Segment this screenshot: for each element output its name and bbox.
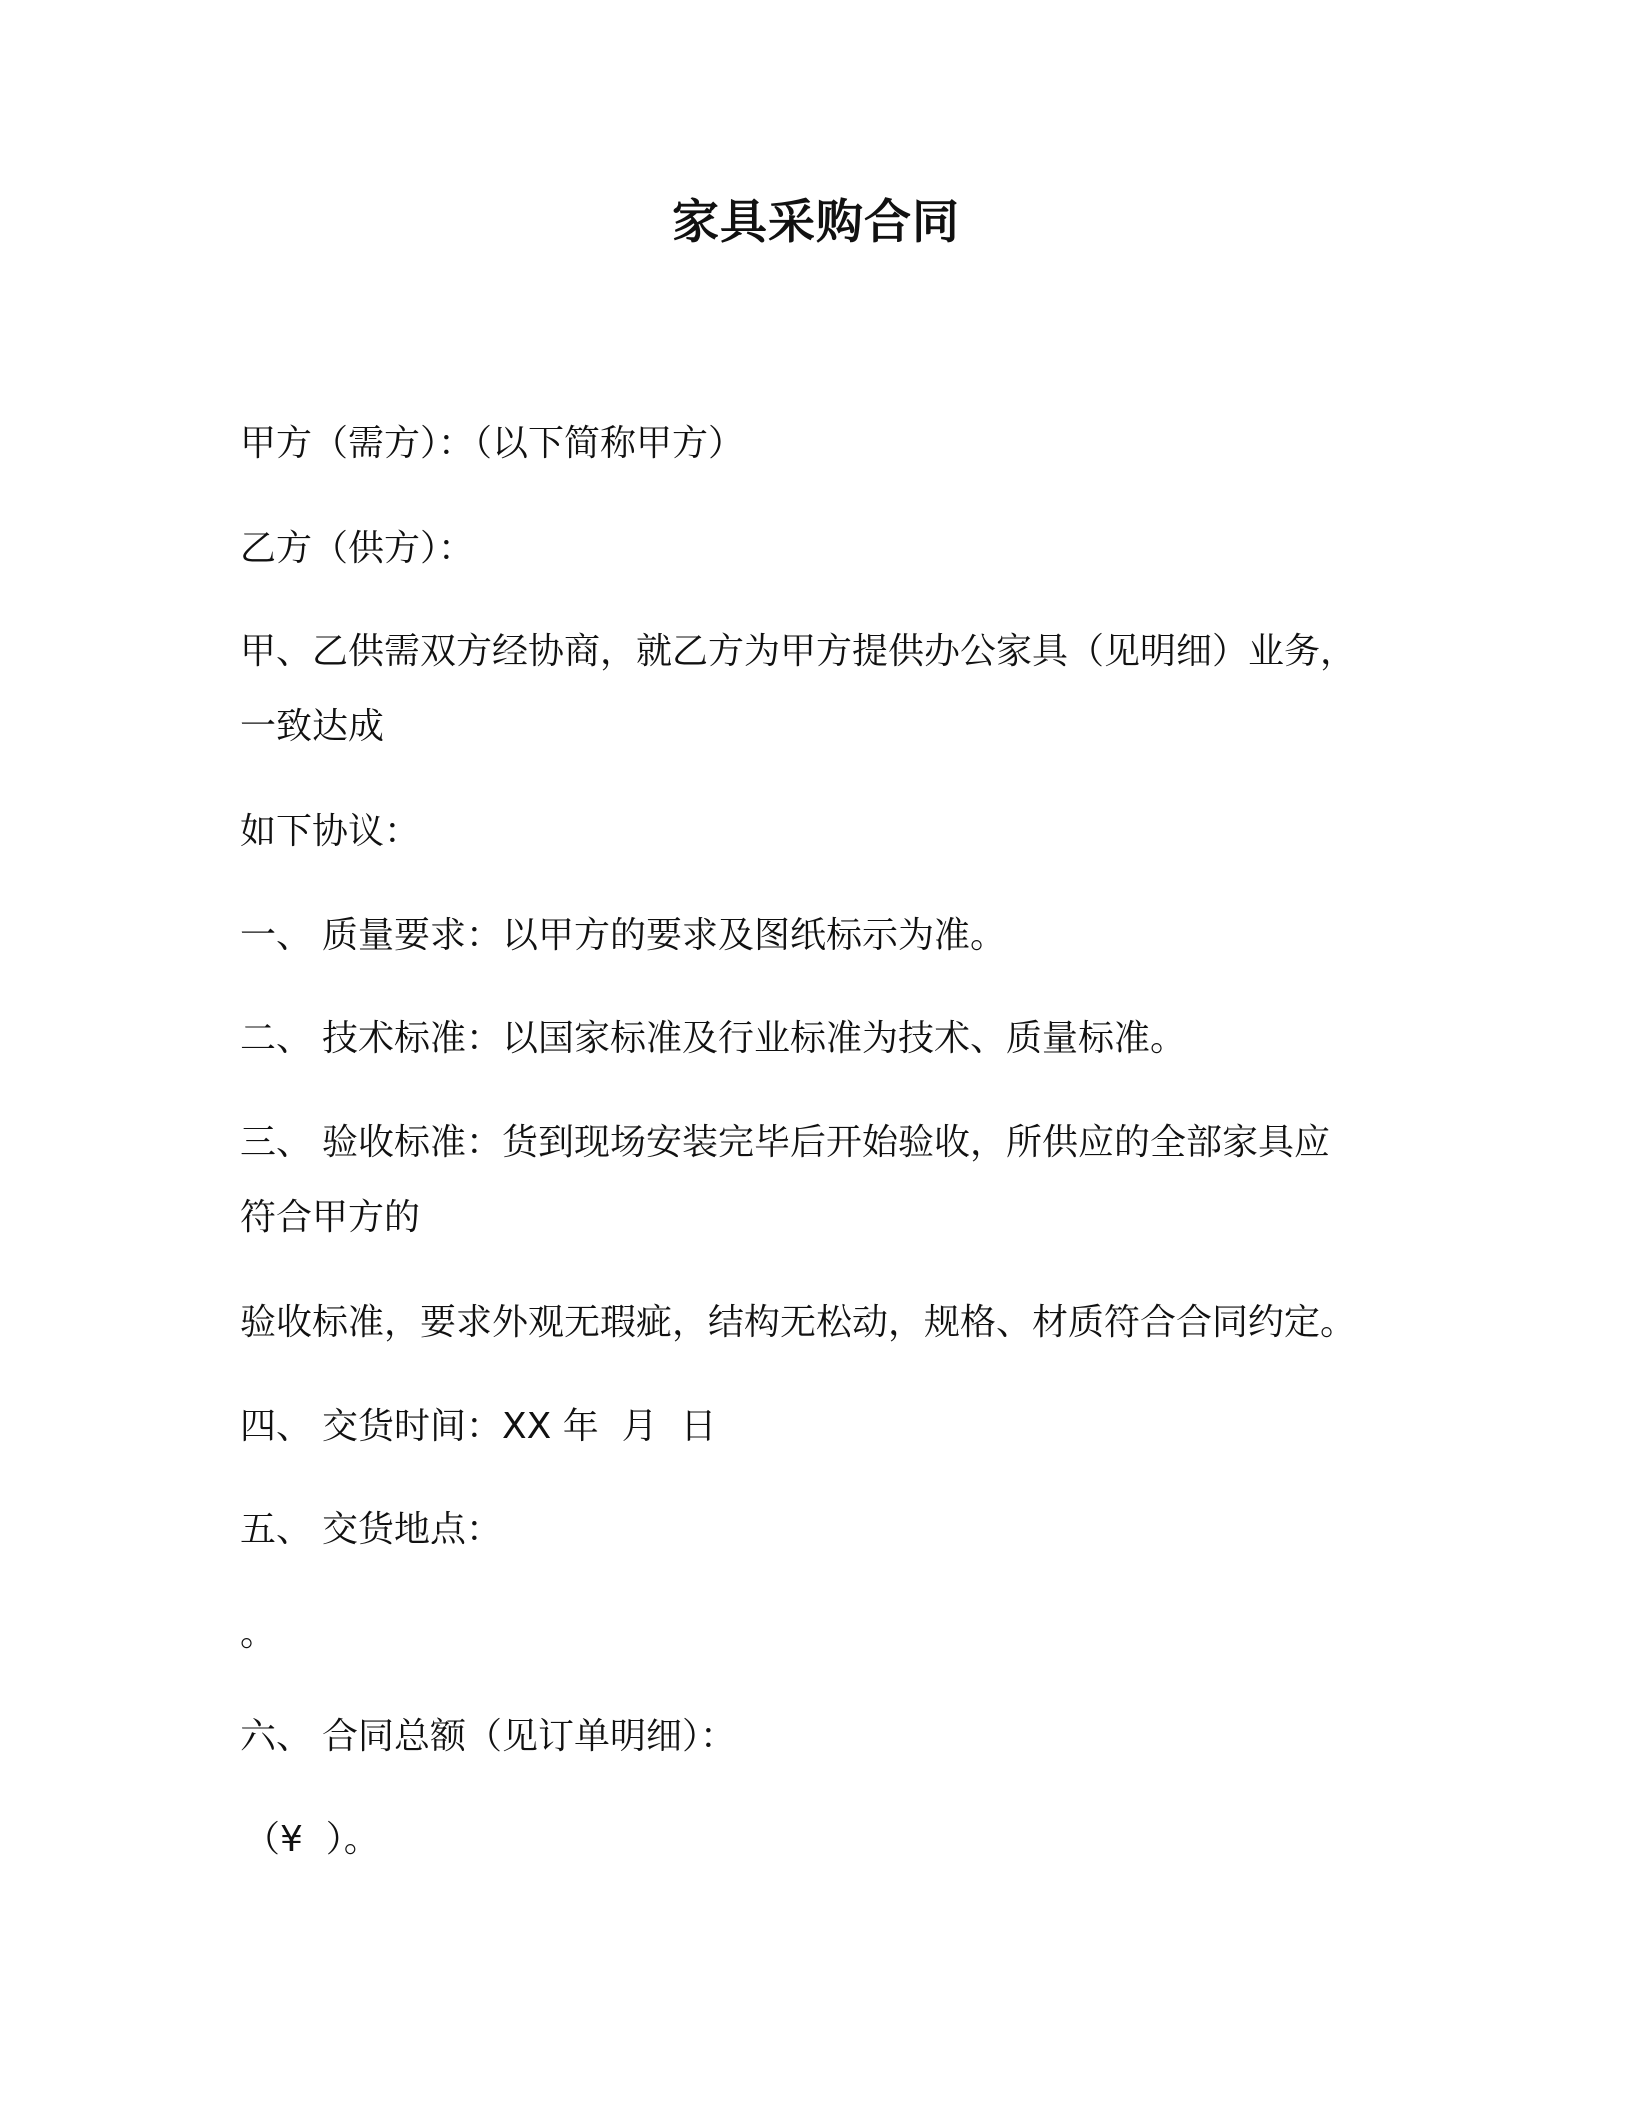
clause-5 xyxy=(240,1507,502,1553)
clause-number: 四、 xyxy=(240,1406,313,1447)
clause-text: 合同总额（见订单明细）： xyxy=(322,1716,737,1757)
intro-line-1: 甲、乙供需双方经协商，就乙方为甲方提供办公家具（见明细）业务， xyxy=(240,631,1357,672)
clause-3-continuation-1: 符合甲方的 xyxy=(240,1197,421,1238)
clause-number: 二、 xyxy=(240,1018,313,1059)
clause-6-continuation: （¥ ）。 xyxy=(244,1819,380,1860)
clause-number: 三、 xyxy=(240,1122,313,1163)
intro-line-2: 一致达成 xyxy=(240,706,385,747)
clause-number: 六、 xyxy=(240,1716,313,1757)
document-title: 家具采购合同 xyxy=(672,195,960,250)
clause-6 xyxy=(240,1714,736,1760)
clause-5-continuation: 。 xyxy=(240,1613,277,1654)
clause-number: 五、 xyxy=(240,1509,313,1550)
clause-text: 质量要求：以甲方的要求及图纸标示为准。 xyxy=(322,915,1007,956)
clause-text: 交货地点： xyxy=(322,1509,503,1550)
clause-3-continuation-2: 验收标准，要求外观无瑕疵，结构无松动，规格、材质符合合同约定。 xyxy=(240,1302,1357,1343)
clause-number: 一、 xyxy=(240,915,313,956)
party-b-line: 乙方（供方）： xyxy=(240,528,475,569)
intro-line-3: 如下协议： xyxy=(240,811,421,852)
clause-4 xyxy=(240,1404,717,1450)
party-a-line: 甲方（需方）：（以下简称甲方） xyxy=(240,423,745,464)
clause-text: 验收标准：货到现场安装完毕后开始验收，所供应的全部家具应 xyxy=(322,1122,1331,1163)
clause-2 xyxy=(240,1016,1186,1062)
clause-text: 交货时间：XX 年 月 日 xyxy=(322,1406,717,1447)
clause-3 xyxy=(240,1120,1330,1166)
clause-1 xyxy=(240,913,1006,959)
clause-text: 技术标准：以国家标准及行业标准为技术、质量标准。 xyxy=(322,1018,1187,1059)
